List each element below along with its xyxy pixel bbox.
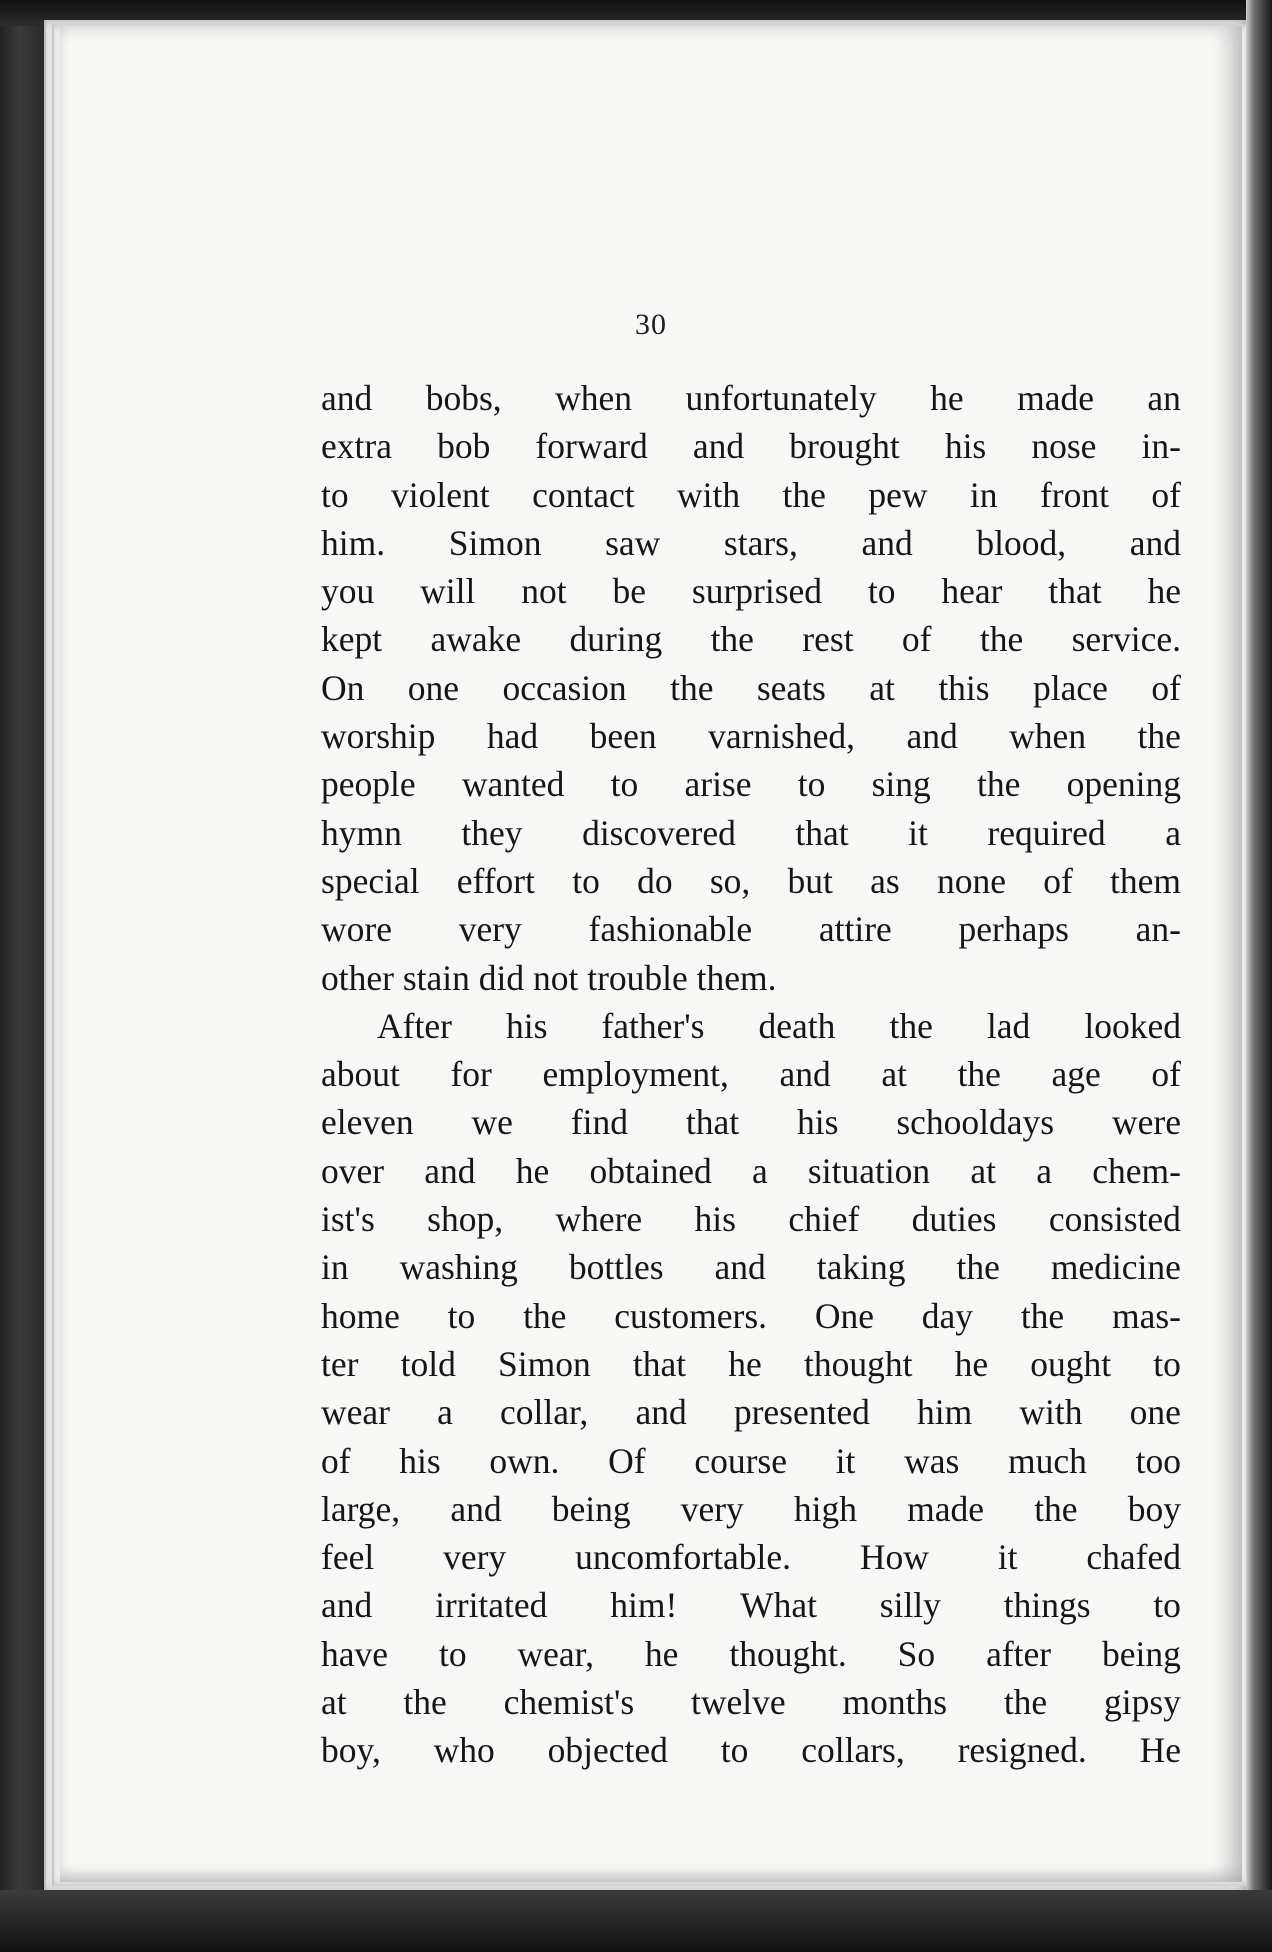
- word: very: [680, 1488, 744, 1529]
- word: to: [797, 764, 826, 805]
- body-text: [321, 374, 1181, 1775]
- word: a: [751, 1150, 768, 1191]
- word: taking: [816, 1247, 906, 1288]
- word: and: [861, 522, 913, 563]
- word: ought: [1030, 1343, 1112, 1384]
- word: he: [728, 1343, 762, 1384]
- word: about: [321, 1054, 400, 1095]
- word: he: [1147, 571, 1181, 612]
- word: irritated: [435, 1585, 548, 1626]
- word: schooldays: [896, 1102, 1055, 1143]
- word: chafed: [1086, 1537, 1181, 1578]
- word: twelve: [691, 1682, 786, 1723]
- word: were: [1112, 1102, 1181, 1143]
- word: a: [1165, 812, 1181, 853]
- word: at: [321, 1682, 347, 1723]
- word: we: [471, 1102, 513, 1143]
- word: to: [572, 860, 600, 901]
- word: when: [555, 378, 632, 418]
- text-line: [321, 1437, 1181, 1485]
- word: to: [1153, 1343, 1181, 1384]
- word: Simon: [448, 522, 542, 563]
- word: and: [692, 426, 745, 467]
- word: hear: [941, 571, 1003, 612]
- word: kept: [321, 619, 383, 660]
- word: do: [637, 860, 673, 901]
- text-line: [321, 1292, 1181, 1340]
- word: father's: [601, 1005, 705, 1046]
- word: to: [321, 474, 349, 515]
- text-line: [321, 1485, 1181, 1533]
- word: he: [954, 1343, 989, 1384]
- word: the: [957, 1054, 1001, 1095]
- word: occasion: [502, 667, 627, 708]
- word: situation: [807, 1150, 931, 1191]
- word: medicine: [1050, 1247, 1181, 1288]
- word: at: [970, 1150, 997, 1191]
- word: resigned.: [957, 1730, 1087, 1771]
- word: wore: [321, 909, 392, 950]
- word: objected: [547, 1730, 668, 1771]
- word: boy,: [321, 1730, 381, 1771]
- word: consisted: [1048, 1199, 1181, 1240]
- word: own.: [489, 1440, 560, 1481]
- word: it: [997, 1537, 1018, 1578]
- text-line: [321, 1630, 1181, 1678]
- word: collars,: [801, 1730, 905, 1771]
- word: the: [523, 1295, 567, 1336]
- word: who: [433, 1730, 495, 1771]
- word: wear: [321, 1392, 390, 1433]
- text-line: [321, 519, 1181, 567]
- text-line: [321, 1388, 1181, 1436]
- word: forward: [535, 426, 648, 467]
- word: duties: [911, 1199, 997, 1240]
- word: pew: [868, 474, 928, 515]
- word: his: [694, 1199, 736, 1240]
- word: and: [321, 378, 373, 418]
- word: it: [835, 1440, 856, 1481]
- word: made: [1017, 378, 1094, 418]
- word: and: [635, 1392, 687, 1433]
- word: looked: [1084, 1005, 1181, 1046]
- word: had: [486, 716, 539, 757]
- word: collar,: [500, 1392, 589, 1433]
- word: will: [420, 571, 476, 612]
- word: that: [795, 812, 849, 853]
- word: day: [921, 1295, 974, 1336]
- word: it: [908, 812, 928, 853]
- word: made: [907, 1488, 985, 1529]
- word: find: [570, 1102, 629, 1143]
- word: and: [450, 1488, 502, 1529]
- scanner-bottom-edge: [0, 1890, 1272, 1952]
- word: wanted: [461, 764, 565, 805]
- word: gipsy: [1103, 1682, 1181, 1723]
- word: opening: [1066, 764, 1181, 805]
- word: large,: [321, 1488, 401, 1529]
- word: things: [1003, 1585, 1091, 1626]
- word: of: [321, 1440, 351, 1481]
- word: a: [437, 1392, 453, 1433]
- word: and: [714, 1247, 766, 1288]
- word: course: [694, 1440, 787, 1481]
- word: wear,: [517, 1633, 594, 1674]
- word: that: [1048, 571, 1102, 612]
- word: after: [986, 1633, 1052, 1674]
- word: the: [710, 619, 754, 660]
- word: an-: [1135, 909, 1181, 950]
- text-line: [321, 905, 1181, 953]
- word: his: [944, 426, 987, 467]
- scanner-right-edge: [1246, 0, 1272, 1952]
- word: chemist's: [503, 1682, 635, 1723]
- word: very: [458, 909, 522, 950]
- word: After: [377, 1005, 452, 1046]
- word: at: [881, 1054, 907, 1095]
- word: What: [740, 1585, 817, 1626]
- book-page: [60, 26, 1242, 1882]
- word: thought: [803, 1343, 913, 1384]
- word: lad: [986, 1005, 1031, 1046]
- word: fashionable: [588, 909, 753, 950]
- word: his: [399, 1440, 441, 1481]
- word: blood,: [976, 522, 1067, 563]
- word: bob: [437, 426, 491, 467]
- word: bobs,: [425, 378, 502, 418]
- word: the: [977, 764, 1021, 805]
- word: the: [1034, 1488, 1078, 1529]
- text-line: [321, 1098, 1181, 1146]
- word: and: [779, 1054, 831, 1095]
- word: sing: [871, 764, 931, 805]
- word: one: [407, 667, 460, 708]
- word: as: [870, 860, 900, 901]
- text-line: [321, 1581, 1181, 1629]
- word: the: [403, 1682, 447, 1723]
- word: at: [869, 667, 895, 708]
- word: he: [644, 1633, 679, 1674]
- word: the: [1137, 716, 1181, 757]
- word: the: [1003, 1682, 1048, 1723]
- word: Of: [608, 1440, 646, 1481]
- word: special: [321, 860, 420, 901]
- word: perhaps: [958, 909, 1069, 950]
- word: washing: [399, 1247, 518, 1288]
- text-line: [321, 760, 1181, 808]
- page-number: 30: [635, 308, 667, 341]
- word: bottles: [568, 1247, 664, 1288]
- word: in: [321, 1247, 349, 1288]
- word: not: [521, 571, 567, 612]
- word: to: [720, 1730, 749, 1771]
- word: rest: [802, 619, 854, 660]
- word: very: [443, 1537, 507, 1578]
- word: obtained: [589, 1150, 712, 1191]
- word: and: [1129, 522, 1181, 563]
- word: where: [555, 1199, 643, 1240]
- word: On: [321, 667, 365, 708]
- word: attire: [818, 909, 892, 950]
- text-line: [321, 664, 1181, 712]
- word: too: [1135, 1440, 1181, 1481]
- word: in: [969, 474, 998, 515]
- word: brought: [789, 426, 900, 467]
- text-line: [321, 422, 1181, 470]
- word: uncomfortable.: [575, 1537, 791, 1578]
- word: saw: [605, 522, 661, 563]
- word: the: [889, 1005, 933, 1046]
- word: him!: [610, 1585, 678, 1626]
- text-line: [321, 1050, 1181, 1098]
- word: effort: [456, 860, 535, 901]
- word: to: [867, 571, 896, 612]
- word: he: [930, 378, 964, 418]
- text-line: [321, 1533, 1181, 1581]
- word: months: [842, 1682, 948, 1723]
- word: him: [917, 1392, 973, 1433]
- word: home: [321, 1295, 400, 1336]
- word: boy: [1127, 1488, 1181, 1529]
- word: extra: [321, 426, 392, 467]
- text-line: [321, 809, 1181, 857]
- text-line: [321, 374, 1181, 422]
- word: and: [424, 1150, 476, 1191]
- word: the: [956, 1247, 1000, 1288]
- word: high: [793, 1488, 858, 1529]
- word: have: [321, 1633, 389, 1674]
- word: feel: [321, 1537, 375, 1578]
- word: discovered: [582, 812, 736, 853]
- word: them: [1110, 860, 1181, 901]
- word: told: [400, 1343, 456, 1384]
- word: age: [1051, 1054, 1101, 1095]
- word: of: [1151, 667, 1181, 708]
- text-line: [321, 567, 1181, 615]
- word: employment,: [542, 1054, 729, 1095]
- word: you: [321, 571, 375, 612]
- word: place: [1033, 667, 1108, 708]
- text-line: [321, 1243, 1181, 1291]
- text-line: [321, 1340, 1181, 1388]
- word: over: [321, 1150, 385, 1191]
- word: One: [814, 1295, 874, 1336]
- word: front: [1039, 474, 1109, 515]
- word: of: [1151, 474, 1181, 515]
- word: people: [321, 764, 416, 805]
- word: hymn: [321, 812, 402, 853]
- word: How: [859, 1537, 929, 1578]
- word: one: [1129, 1392, 1181, 1433]
- word: they: [461, 812, 523, 853]
- word: ter: [321, 1343, 359, 1384]
- word: when: [1009, 716, 1087, 757]
- word: in-: [1141, 426, 1181, 467]
- word: to: [438, 1633, 467, 1674]
- word: him.: [321, 522, 386, 563]
- text-line: other stain did not trouble them.: [321, 957, 777, 998]
- word: nose: [1031, 426, 1097, 467]
- word: service.: [1071, 619, 1181, 660]
- word: customers.: [614, 1295, 768, 1336]
- word: to: [1153, 1585, 1181, 1626]
- word: so,: [709, 860, 751, 901]
- word: seats: [756, 667, 826, 708]
- word: his: [505, 1005, 548, 1046]
- word: awake: [430, 619, 522, 660]
- word: be: [612, 571, 646, 612]
- word: worship: [321, 716, 436, 757]
- word: He: [1139, 1730, 1181, 1771]
- word: of: [901, 619, 932, 660]
- word: stars,: [723, 522, 798, 563]
- word: for: [450, 1054, 492, 1095]
- text-line: [321, 712, 1181, 760]
- word: that: [632, 1343, 687, 1384]
- word: mas-: [1111, 1295, 1181, 1336]
- text-line: [321, 471, 1181, 519]
- word: shop,: [427, 1199, 504, 1240]
- text-line: [321, 1147, 1181, 1195]
- word: a: [1036, 1150, 1052, 1191]
- word: unfortunately: [685, 378, 877, 418]
- word: the: [979, 619, 1024, 660]
- word: with: [677, 474, 741, 515]
- word: required: [987, 812, 1106, 853]
- word: this: [938, 667, 990, 708]
- word: and: [321, 1585, 373, 1626]
- word: that: [685, 1102, 740, 1143]
- word: violent: [391, 474, 490, 515]
- text-line: [321, 857, 1181, 905]
- word: arise: [684, 764, 752, 805]
- word: silly: [879, 1585, 941, 1626]
- word: So: [897, 1633, 936, 1674]
- word: his: [797, 1102, 839, 1143]
- word: of: [1043, 860, 1073, 901]
- word: being: [1102, 1633, 1181, 1674]
- word: the: [670, 667, 714, 708]
- word: much: [1008, 1440, 1087, 1481]
- word: being: [551, 1488, 631, 1529]
- word: chem-: [1092, 1150, 1181, 1191]
- word: none: [936, 860, 1006, 901]
- word: thought.: [729, 1633, 847, 1674]
- text-line: [321, 1195, 1181, 1243]
- word: ist's: [321, 1199, 375, 1240]
- text-line: [321, 615, 1181, 663]
- word: surprised: [691, 571, 823, 612]
- word: and: [906, 716, 958, 757]
- word: been: [589, 716, 657, 757]
- word: but: [787, 860, 833, 901]
- word: to: [447, 1295, 476, 1336]
- word: contact: [532, 474, 635, 515]
- word: the: [1020, 1295, 1065, 1336]
- text-line: [321, 1678, 1181, 1726]
- text-line: [321, 1726, 1181, 1774]
- word: Simon: [498, 1343, 591, 1384]
- word: of: [1151, 1054, 1181, 1095]
- word: to: [610, 764, 639, 805]
- word: during: [569, 619, 663, 660]
- word: death: [758, 1005, 836, 1046]
- word: eleven: [321, 1102, 414, 1143]
- word: was: [904, 1440, 960, 1481]
- word: presented: [733, 1392, 870, 1433]
- word: varnished,: [708, 716, 855, 757]
- word: the: [782, 474, 826, 515]
- word: with: [1019, 1392, 1083, 1433]
- word: he: [515, 1150, 550, 1191]
- word: chief: [788, 1199, 860, 1240]
- word: an: [1147, 378, 1181, 418]
- text-line: [321, 1002, 1181, 1050]
